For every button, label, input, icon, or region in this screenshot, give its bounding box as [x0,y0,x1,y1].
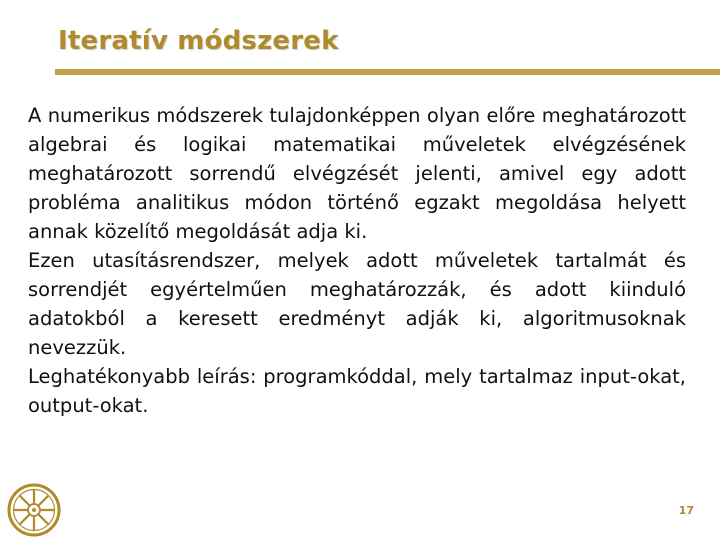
body-paragraph-2: Ezen utasításrendszer, melyek adott műveletek tartalmát és sorrendjét egyértelműen meghatározzák, és adott kiinduló adatokból a keresett eredményt adják ki, algoritmusoknak nevezzük. [28,249,686,359]
slide-title: Iteratív módszerek [58,26,339,56]
slide-body [28,101,686,420]
body-paragraph-3: Leghatékonyabb leírás: programkóddal, mely tartalmaz input-okat, output-okat. [28,365,686,417]
title-divider [55,69,720,75]
page-number: 17 [678,504,694,517]
wheel-emblem-icon [6,482,62,538]
body-paragraph-1: A numerikus módszerek tulajdonképpen olyan előre meghatározott algebrai és logikai matematikai műveletek elvégzésének meghatározott sorrendű elvégzését jelenti, amivel egy adott probléma analitikus módon történő egzakt megoldása helyett annak közelítő megoldását adja ki. [28,104,686,243]
